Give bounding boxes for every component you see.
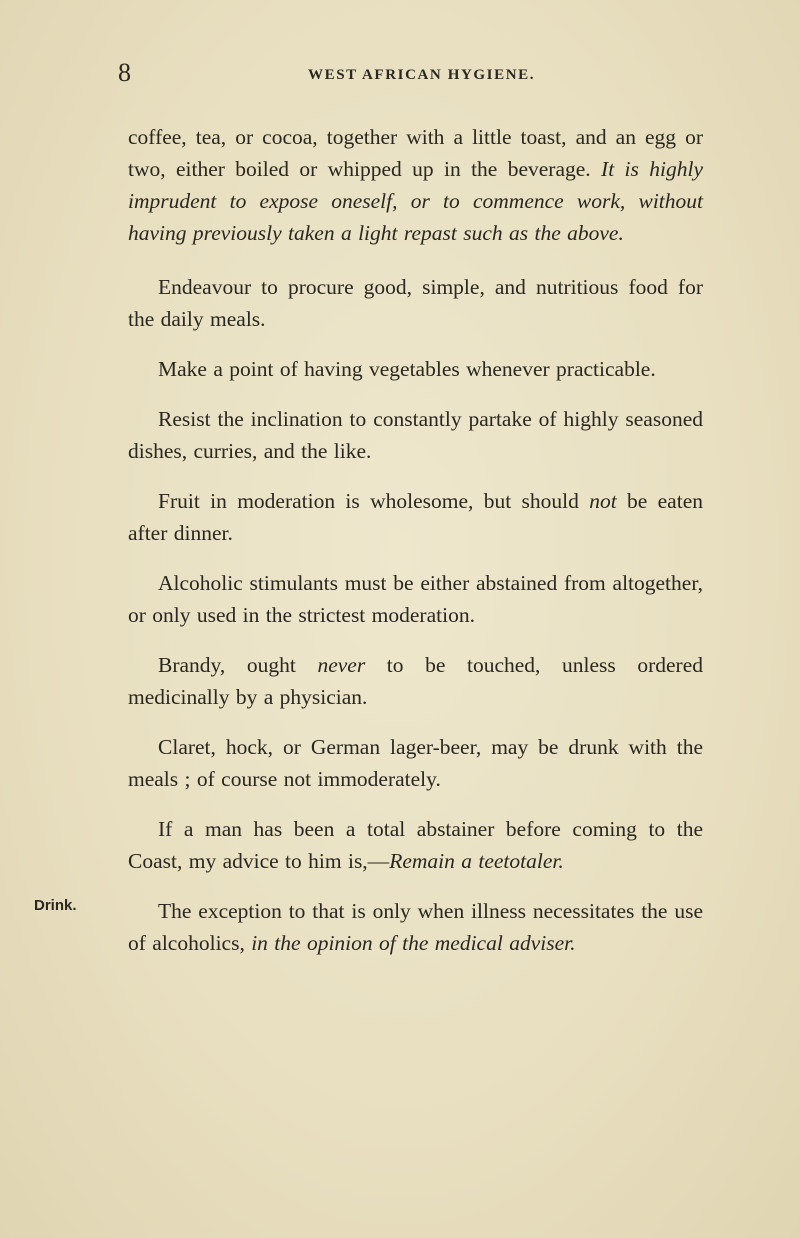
- paragraph-abstainer: [128, 813, 703, 877]
- paragraph-claret: Claret, hock, or German lager-beer, may be drunk with the meals ; of course not immoderately.: [128, 735, 703, 791]
- lead-paragraph: [128, 121, 703, 249]
- paragraph-brandy: [128, 649, 703, 713]
- brandy-text-b: to be touched, unless ordered medicinally by a physician.: [128, 653, 704, 709]
- page-number: 8: [118, 58, 131, 87]
- fruit-emphasis: not: [589, 489, 617, 513]
- paragraph-vegetables: Make a point of having vegetables whenever practicable.: [158, 357, 656, 381]
- fruit-text-a: Fruit in moderation is wholesome, but should: [158, 489, 579, 513]
- exception-text: The exception to that is only when illness necessitates the use of alcoholics,: [128, 899, 703, 955]
- lead-italic-text: It is highly imprudent to expose oneself, or to commence work, without having previously taken a light repast such as the above.: [128, 157, 703, 245]
- paragraph-exception: [128, 895, 703, 959]
- abstainer-emphasis: Remain a teetotaler.: [389, 849, 564, 873]
- exception-emphasis: in the opinion of the medical adviser.: [251, 931, 576, 955]
- brandy-emphasis: never: [317, 653, 366, 677]
- lead-plain-text: coffee, tea, or cocoa, together with a little toast, and an egg or two, either boiled or whipped up in the beverage.: [128, 125, 703, 181]
- paragraph-food: Endeavour to procure good, simple, and nutritious food for the daily meals.: [128, 275, 703, 331]
- fruit-text-b: be eaten after dinner.: [128, 489, 703, 545]
- paragraph-fruit: [128, 485, 703, 549]
- running-title: WEST AFRICAN HYGIENE.: [308, 67, 536, 83]
- margin-note-drink: Drink.: [34, 897, 77, 914]
- paragraph-alcohol: Alcoholic stimulants must be either abstained from altogether, or only used in the strictest moderation.: [128, 571, 703, 627]
- abstainer-text: If a man has been a total abstainer before coming to the Coast, my advice to him is,—: [128, 817, 703, 873]
- body-text: [128, 121, 703, 959]
- brandy-text-a: Brandy, ought: [158, 653, 296, 677]
- paragraph-seasoned-dishes: Resist the inclination to constantly partake of highly seasoned dishes, curries, and the like.: [128, 407, 703, 463]
- running-head: [0, 58, 800, 88]
